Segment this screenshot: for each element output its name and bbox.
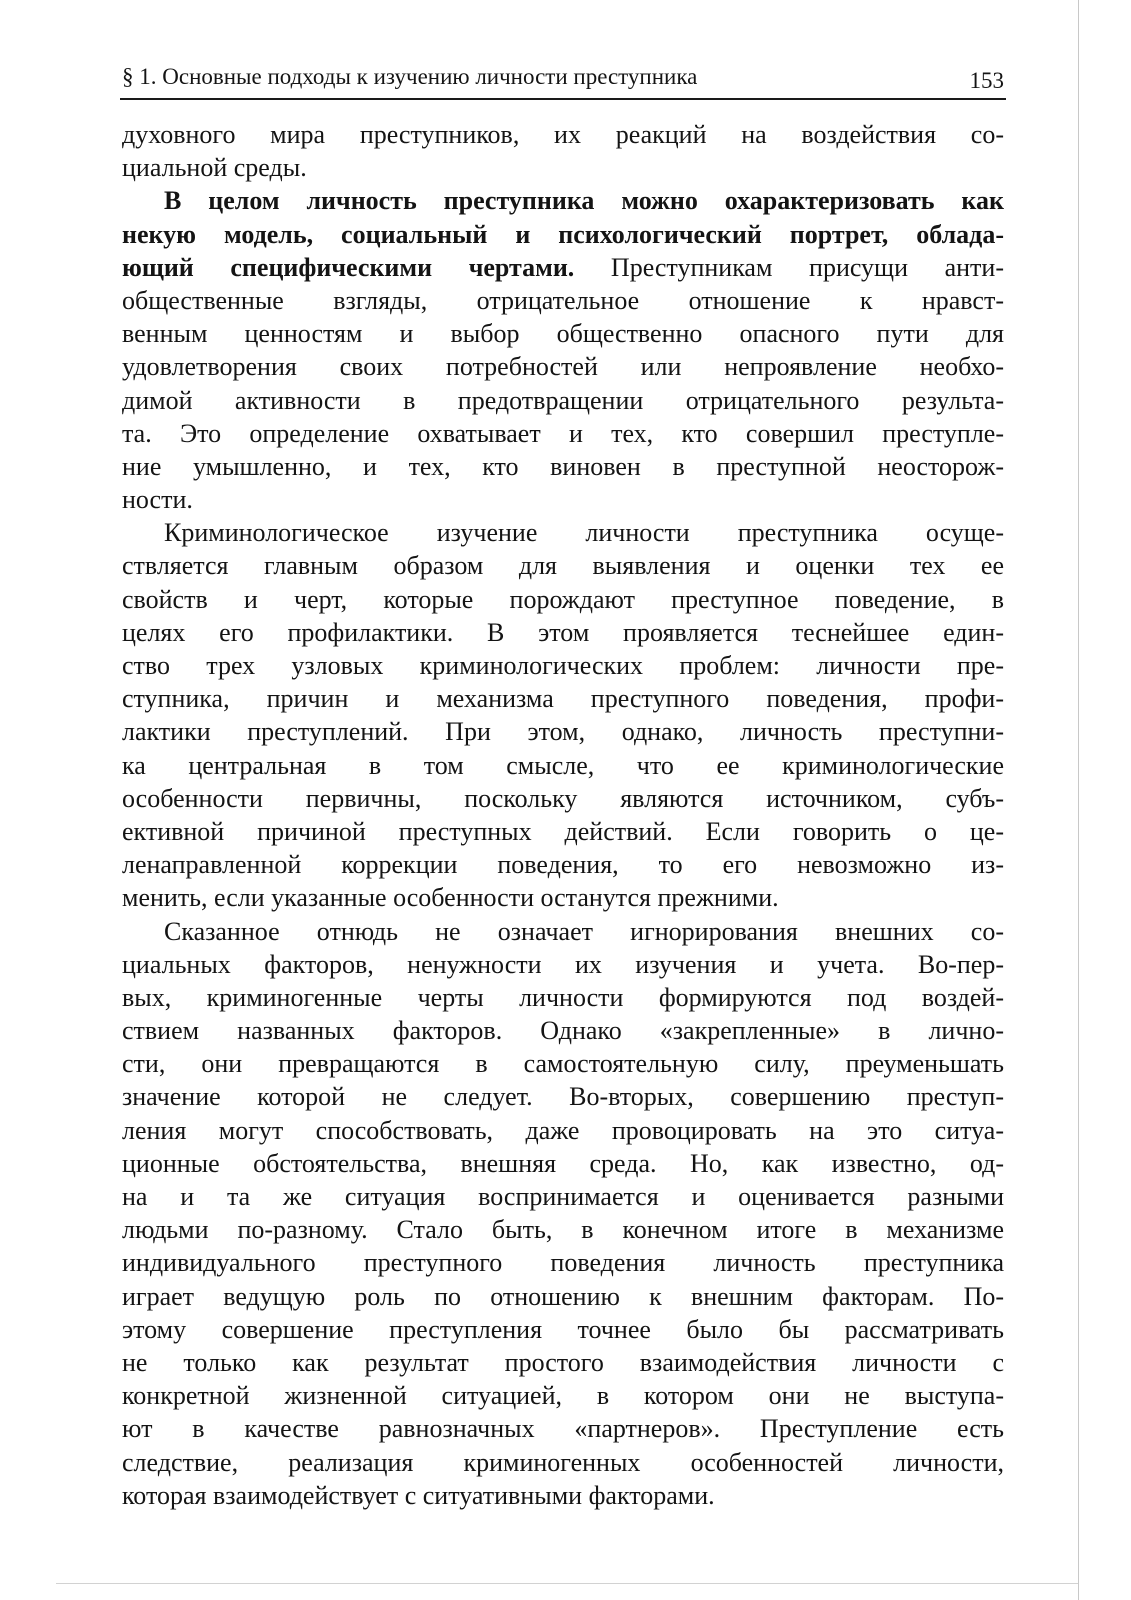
text-line: особенности первичны, поскольку являются источником, субъ- <box>122 783 1004 813</box>
text-line: ка центральная в том смысле, что ее криминологические <box>122 750 1004 780</box>
bold-lead-in: В целом личность преступника можно охарактеризовать как <box>164 186 1004 216</box>
text-line: менить, если указанные особенности останутся прежними. <box>122 883 779 913</box>
text-line: которая взаимодействует с ситуативными факторами. <box>122 1480 715 1510</box>
text-line: ности. <box>122 485 193 515</box>
text-line: Криминологическое изучение личности преступника осуще- <box>164 518 1004 548</box>
text-line: свойств и черт, которые порождают преступное поведение, в <box>122 584 1004 614</box>
text-line: ние умышленно, и тех, кто виновен в преступной неосторож- <box>122 451 1004 481</box>
text-line: та. Это определение охватывает и тех, кто совершил преступле- <box>122 418 1004 448</box>
text-line: на и та же ситуация воспринимается и оценивается разными <box>122 1182 1004 1211</box>
text-line: димой активности в предотвращении отрицательного результа- <box>122 385 1004 415</box>
bold-lead-in: некую модель, социальный и психологический портрет, облада- <box>122 219 1004 249</box>
page-edge-bottom <box>56 1583 1078 1584</box>
text-line <box>122 184 1004 217</box>
text-line: сти, они превращаются в самостоятельную силу, преуменьшать <box>122 1049 1004 1079</box>
paragraph-3 <box>122 516 1004 914</box>
text-line: вых, криминогенные черты личности формируются под воздей- <box>122 982 1004 1012</box>
text-line: целях его профилактики. В этом проявляется теснейшее един- <box>122 617 1004 647</box>
text-line: циальной среды. <box>122 153 307 183</box>
text-line: людьми по-разному. Стало быть, в конечном итоге в механизме <box>122 1215 1004 1245</box>
text-line: ективной причиной преступных действий. Если говорить о це- <box>122 816 1004 846</box>
page-edge-right <box>1078 0 1079 1600</box>
text-line: индивидуального преступного поведения личность преступника <box>122 1248 1004 1278</box>
text-run: Преступникам присущи анти- <box>574 252 1004 282</box>
text-line: ступника, причин и механизма преступного поведения, профи- <box>122 684 1004 714</box>
page-number: 153 <box>969 68 1004 93</box>
text-line: Сказанное отнюдь не означает игнорирования внешних со- <box>164 916 1004 946</box>
text-line: ствием названных факторов. Однако «закрепленные» в лично- <box>122 1016 1004 1046</box>
text-line: следствие, реализация криминогенных особенностей личности, <box>122 1447 1004 1477</box>
text-line: ствляется главным образом для выявления и оценки тех ее <box>122 551 1004 581</box>
text-line: духовного мира преступников, их реакций на воздействия со- <box>122 120 1004 149</box>
paragraph-4 <box>122 915 1004 1512</box>
header-rule <box>120 98 1006 100</box>
paragraph-2 <box>122 184 1004 516</box>
text-line: играет ведущую роль по отношению к внешним факторам. По- <box>122 1281 1004 1311</box>
text-line: общественные взгляды, отрицательное отношение к нравст- <box>122 285 1004 315</box>
text-line: не только как результат простого взаимодействия личности с <box>122 1347 1004 1377</box>
bold-lead-in: ющий специфическими чертами. <box>122 252 575 282</box>
text-line: ления могут способствовать, даже провоцировать на это ситуа- <box>122 1115 1004 1145</box>
text-line: венным ценностям и выбор общественно опасного пути для <box>122 319 1004 349</box>
text-line: конкретной жизненной ситуацией, в котором они не выступа- <box>122 1381 1004 1411</box>
text-line: лактики преступлений. При этом, однако, личность преступни- <box>122 717 1004 747</box>
text-line <box>122 251 1004 284</box>
text-line: удовлетворения своих потребностей или непроявление необхо- <box>122 352 1004 382</box>
running-title: § 1. Основные подходы к изучению личности преступника <box>122 64 698 89</box>
text-line: циальных факторов, ненужности их изучения и учета. Во-пер- <box>122 949 1004 979</box>
text-line: этому совершение преступления точнее было бы рассматривать <box>122 1314 1004 1344</box>
running-header <box>122 62 1004 98</box>
text-line: ют в качестве равнозначных «партнеров». Преступление есть <box>122 1414 1004 1444</box>
text-line: ство трех узловых криминологических проблем: личности пре- <box>122 651 1004 680</box>
paragraph-1 <box>122 118 1004 184</box>
text-line: ленаправленной коррекции поведения, то его невозможно из- <box>122 850 1004 880</box>
body-text <box>122 118 1004 1512</box>
text-line: ционные обстоятельства, внешняя среда. Но, как известно, од- <box>122 1148 1004 1178</box>
text-line: значение которой не следует. Во-вторых, совершению преступ- <box>122 1082 1004 1112</box>
text-line <box>122 218 1004 251</box>
